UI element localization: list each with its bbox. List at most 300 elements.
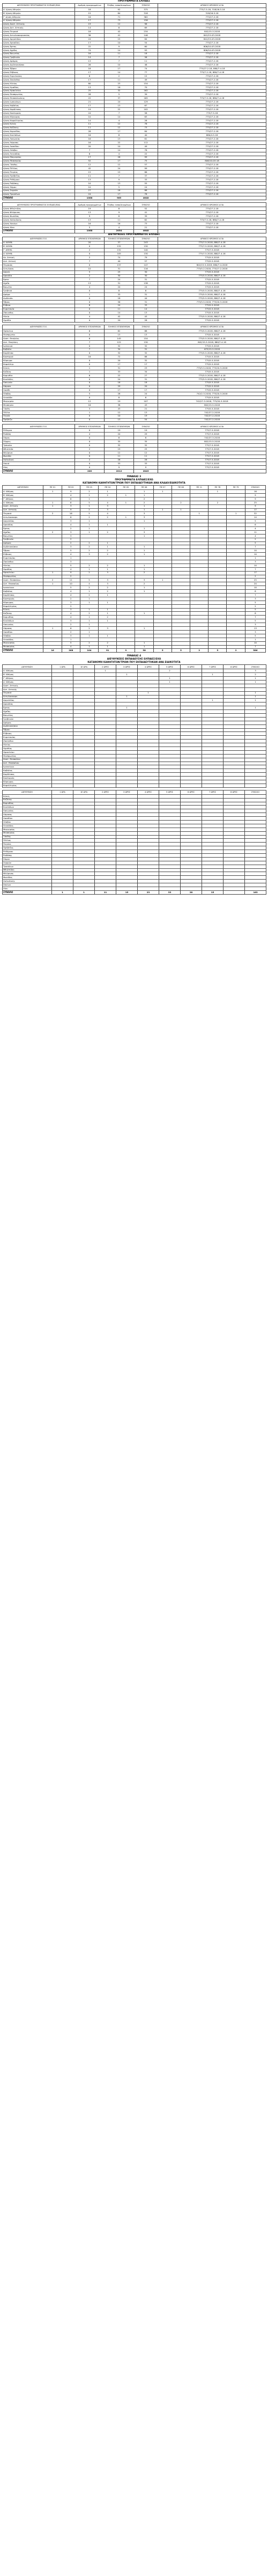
cell: 8 ΩΡΕΣ [224, 665, 245, 669]
cell [135, 597, 153, 601]
cell [95, 699, 116, 702]
cell: 24 [105, 278, 134, 282]
cell: 1 [117, 516, 135, 519]
cell [116, 839, 138, 843]
table-total-row [3, 890, 266, 894]
cell [153, 549, 172, 553]
cell: 14 [105, 115, 134, 119]
cell: 5 [80, 579, 98, 582]
cell [245, 850, 266, 854]
cell: 8 [245, 612, 265, 616]
cell: 7 [105, 56, 134, 60]
cell [202, 721, 224, 724]
cell [245, 740, 266, 743]
cell: 84 [134, 38, 158, 41]
cell: 4 [62, 616, 80, 619]
cell [202, 828, 224, 831]
row-label-cell: Δ/νση Αιτωλοακαρνανίας [3, 34, 75, 38]
cell [181, 821, 202, 824]
cell: 775/5-5-2018 [158, 270, 266, 274]
table-row [3, 82, 266, 85]
cell: 5 [62, 586, 80, 590]
cell [224, 740, 245, 743]
cell [159, 736, 181, 740]
table-row [3, 89, 266, 93]
cell: 15 [134, 75, 158, 78]
row-label-cell: Δ/νση Ανατ. Αττικής [3, 23, 75, 26]
cell [43, 545, 62, 549]
cell [52, 762, 73, 765]
row-label-cell: Κυκλάδων [3, 619, 43, 623]
table-row [3, 750, 266, 754]
row-label-cell: Κέρκυρα [3, 359, 75, 363]
cell: 11 [105, 308, 134, 311]
row-label-cell: Δ/νση Ηρακλείου [3, 89, 75, 93]
table-row [3, 433, 266, 436]
cell [159, 824, 181, 828]
cell [116, 769, 138, 773]
cell: 2 [80, 594, 98, 597]
cell: ΣΥΝΟΛΟ [134, 237, 158, 241]
cell [73, 710, 95, 714]
table-header-row [3, 665, 266, 669]
cell [190, 612, 209, 616]
cell: 10 [75, 115, 105, 119]
cell: 775/7-2-18, 880/7-4-18 [158, 71, 266, 75]
cell [181, 861, 202, 865]
row-label-cell: Λευκάδας [3, 824, 52, 828]
cell [159, 876, 181, 880]
cell [117, 512, 135, 516]
cell: 775/27-2-18 [158, 207, 266, 211]
cell [116, 713, 138, 717]
cell: ΠΕ 11 [190, 486, 209, 490]
cell: ΠΛΗΘΟΣ ΕΠΙΣΚΕΨΕΩΝ [105, 425, 134, 429]
cell [80, 638, 98, 641]
cell [202, 809, 224, 813]
row-label-cell: Άρτα [3, 278, 75, 282]
cell: 24 [75, 193, 105, 196]
table-row [3, 680, 266, 684]
cell: 775/7-5-2018 [158, 458, 266, 462]
cell [159, 835, 181, 839]
cell [153, 557, 172, 560]
cell [245, 794, 266, 798]
table-row [3, 462, 266, 466]
cell [52, 706, 73, 710]
cell [172, 641, 190, 645]
cell [190, 586, 209, 590]
cell: 775/27-2-18 [158, 89, 266, 93]
table-row [3, 567, 266, 571]
table-row [3, 534, 266, 538]
row-label-cell: Φθιώτιδας [3, 868, 52, 872]
cell: 14 [105, 48, 134, 52]
cell: 775/5-5-2018 [158, 256, 266, 260]
cell [117, 630, 135, 634]
row-label-cell: Εύβοιας [3, 732, 52, 736]
cell [202, 724, 224, 728]
cell: 775/27-2-18 [158, 189, 266, 193]
row-label-cell: Αχαΐα [3, 282, 75, 286]
cell: 0 [75, 451, 105, 455]
cell: 742/27-2-2018 [158, 411, 266, 414]
cell [159, 880, 181, 883]
cell: 5 [75, 270, 105, 274]
cell: 775/5-5-2018 [158, 278, 266, 282]
row-label-cell: Λάρισα [3, 385, 75, 389]
cell: 13 [75, 60, 105, 63]
cell: 775/5-5-2018, 880/7-4-18 [158, 274, 266, 278]
cell: 5 [209, 649, 227, 653]
cell: 33 [105, 370, 134, 374]
table-row [3, 673, 266, 677]
cell [209, 638, 227, 641]
cell: ΣΥΝΟΛΟ [245, 790, 266, 794]
cell [117, 582, 135, 586]
cell [116, 806, 138, 809]
cell: 11 [75, 174, 105, 178]
cell [209, 567, 227, 571]
row-label-cell: Μεσσηνίας [3, 831, 52, 835]
row-label-cell: Μεσσηνίας [3, 645, 43, 649]
cell [209, 538, 227, 541]
row-label-cell: Αργολ. [3, 270, 75, 274]
teachers-by-specialty-table [2, 485, 266, 653]
cell: 19 [105, 447, 134, 451]
row-label-cell: Καρδίτσας [3, 773, 52, 777]
cell: 0 [75, 333, 105, 337]
cell [227, 597, 245, 601]
cell [190, 557, 209, 560]
cell [202, 677, 224, 680]
cell: 1 [135, 612, 153, 616]
table-row [3, 541, 266, 545]
cell [209, 553, 227, 557]
cell [80, 538, 98, 541]
row-label-cell: Β' Αθήνας [3, 493, 43, 497]
cell: 10 [245, 553, 265, 557]
cell: 4 ΩΡΕΣ [138, 665, 159, 669]
cell [117, 541, 135, 545]
table-row [3, 455, 266, 458]
cell [138, 758, 159, 762]
cell: 16 [75, 15, 105, 19]
cell [116, 677, 138, 680]
table-row [3, 144, 266, 148]
cell [181, 854, 202, 858]
cell [245, 732, 266, 736]
cell: 775/27-2-18 [158, 82, 266, 85]
table-row [3, 267, 266, 270]
row-label-cell: Α' Αθήνας [3, 669, 52, 673]
cell [52, 765, 73, 769]
row-label-cell: Κορινθίας [3, 616, 43, 619]
cell: 1 [202, 699, 224, 702]
cell [43, 553, 62, 557]
cell [202, 865, 224, 868]
cell: 76 [134, 148, 158, 152]
cell: 268 [62, 649, 80, 653]
cell: 2 [99, 516, 117, 519]
cell: 6 ΩΡΕΣ [181, 665, 202, 669]
cell: 29 [105, 385, 134, 389]
table-row [3, 497, 266, 501]
table-row [3, 30, 266, 34]
cell [245, 747, 266, 750]
cell [138, 754, 159, 758]
row-label-cell: Πιερίας [3, 843, 52, 846]
cell: 33 [134, 462, 158, 466]
cell [52, 868, 73, 872]
cell: 2 [245, 604, 265, 608]
row-label-cell: ΣΥΝΟΛΟ [3, 196, 75, 200]
cell: 2 [80, 508, 98, 512]
cell [245, 702, 266, 706]
cell: 2 [80, 541, 98, 545]
cell: 1 [245, 706, 266, 710]
row-label-cell: Δ/νση Εύβοιας [3, 71, 75, 75]
cell [43, 641, 62, 645]
cell [190, 619, 209, 623]
cell [43, 623, 62, 627]
cell [116, 750, 138, 754]
table-row [3, 728, 266, 732]
cell [224, 728, 245, 732]
cell [52, 809, 73, 813]
cell [153, 586, 172, 590]
table-row [3, 108, 266, 112]
cell: 8 [105, 396, 134, 400]
cell [153, 504, 172, 508]
cell [159, 706, 181, 710]
cell: 74 [105, 256, 134, 260]
cell [116, 669, 138, 673]
cell: 8 [105, 436, 134, 440]
cell: 9 [245, 493, 265, 497]
cell [116, 861, 138, 865]
cell [116, 743, 138, 747]
cell [135, 608, 153, 612]
cell [181, 813, 202, 817]
cell: 4 [245, 527, 265, 531]
cell: 6 [75, 374, 105, 377]
table-row [3, 304, 266, 308]
cell [209, 493, 227, 497]
cell: 2 [99, 564, 117, 567]
cell [52, 887, 73, 891]
table-row [3, 868, 266, 872]
programs-table-continued [2, 202, 266, 233]
cell [181, 721, 202, 724]
table-row [3, 612, 266, 616]
row-label-cell: Σάμου [3, 857, 52, 861]
cell [117, 575, 135, 579]
cell: 16 [105, 85, 134, 89]
row-label-cell: Δ/νση Λάρισας [3, 141, 75, 145]
cell [190, 560, 209, 564]
row-label-cell: Δ/νση Σερρών [3, 189, 75, 193]
cell [202, 706, 224, 710]
cell: 3 [245, 560, 265, 564]
cell [190, 638, 209, 641]
cell [159, 813, 181, 817]
cell: 7 [105, 174, 134, 178]
cell [190, 501, 209, 504]
cell [227, 549, 245, 553]
cell [202, 687, 224, 691]
cell: 1 [135, 553, 153, 557]
cell: 52 [75, 159, 105, 163]
table-row [3, 865, 266, 868]
table-row [3, 355, 266, 359]
cell [227, 630, 245, 634]
table-row [3, 839, 266, 843]
table-row [3, 597, 266, 601]
cell: 11 [134, 60, 158, 63]
row-label-cell: Δ/νση Χίου [3, 225, 75, 229]
cell [209, 590, 227, 594]
cell: 18 [134, 52, 158, 56]
table-header-row [3, 425, 266, 429]
cell [209, 497, 227, 501]
programs-table [2, 3, 266, 200]
cell: 3 ΩΡΕΣ [116, 790, 138, 794]
cell: 5 [62, 549, 80, 553]
cell [224, 669, 245, 673]
cell: 775/5-5-2018 [158, 381, 266, 385]
cell [153, 534, 172, 538]
table-row [3, 687, 266, 691]
cell [181, 843, 202, 846]
cell [227, 490, 245, 494]
cell: 10 [245, 549, 265, 553]
cell [159, 713, 181, 717]
row-label-cell: Δράμας [3, 541, 43, 545]
cell [190, 641, 209, 645]
row-label-cell: Μεσσηνία [3, 403, 75, 407]
row-label-cell: ΣΥΝΟΛΟ [3, 470, 75, 473]
cell [80, 557, 98, 560]
cell [224, 769, 245, 773]
cell: 243 [134, 241, 158, 245]
cell [159, 794, 181, 798]
cell [52, 724, 73, 728]
table-row [3, 407, 266, 411]
cell: 1 [135, 564, 153, 567]
cell: 13 [75, 178, 105, 181]
cell [227, 616, 245, 619]
cell [43, 493, 62, 497]
cell [43, 534, 62, 538]
cell [116, 721, 138, 724]
cell: 4 [75, 286, 105, 289]
cell: 2 [62, 604, 80, 608]
cell: 25 [245, 579, 265, 582]
cell: 775/27-2-18 [158, 56, 266, 60]
row-label-cell: Χαλκιδική [3, 458, 75, 462]
cell [202, 798, 224, 802]
cell: 8 [75, 304, 105, 308]
cell: 28 [75, 130, 105, 134]
cell [209, 630, 227, 634]
cell [95, 680, 116, 684]
cell [181, 794, 202, 798]
cell: 15 [105, 38, 134, 41]
cell: 156 [134, 19, 158, 23]
row-label-cell: Δ/νση Πειραιά [3, 30, 75, 34]
cell [245, 876, 266, 880]
row-label-cell: Καβάλας [3, 769, 52, 773]
cell: 1 [73, 890, 95, 894]
cell [95, 828, 116, 831]
table-row [3, 218, 266, 222]
cell: 1 [99, 601, 117, 604]
cell [227, 564, 245, 567]
cell: 775/27-2-18 [158, 163, 266, 167]
cell [117, 545, 135, 549]
table-row [3, 222, 266, 225]
row-label-cell: Λάρισας [3, 813, 52, 817]
table-row [3, 359, 266, 363]
cell [245, 773, 266, 777]
table-row [3, 377, 266, 381]
cell: 11 [95, 890, 116, 894]
cell [202, 773, 224, 777]
row-label-cell: Λασιθίου [3, 817, 52, 821]
cell: 2 [62, 597, 80, 601]
table-row [3, 608, 266, 612]
cell: 842/15-3-2018 [158, 30, 266, 34]
cell: 14 [134, 308, 158, 311]
cell [95, 821, 116, 824]
cell: 775/5-5-2018, 880/7-4-18 [158, 289, 266, 293]
cell [95, 794, 116, 798]
cell: 775/5-5-2018 [158, 304, 266, 308]
row-label-cell: ΔΙΕΥΘΥΝΣΕΙΣ Π.Ε. [3, 325, 75, 330]
cell: 775/5-5-2018 [158, 311, 266, 315]
cell [138, 780, 159, 784]
cell [138, 740, 159, 743]
cell: 13 [134, 311, 158, 315]
row-label-cell: Α' ΑΘΗΝ. [3, 241, 75, 245]
cell: 2 [99, 616, 117, 619]
cell: 1 [135, 490, 153, 494]
cell: 2 [62, 575, 80, 579]
cell: ΑΡΙΘΜΟΣ ΕΠΙΣΚΕΨΕΩΝ [75, 237, 105, 241]
cell [135, 601, 153, 604]
cell: 1 [245, 691, 266, 695]
cell [95, 691, 116, 695]
cell [209, 523, 227, 527]
table-row [3, 880, 266, 883]
cell [135, 616, 153, 619]
row-label-cell: Δ/νση Ηλείας [3, 82, 75, 85]
cell [73, 747, 95, 750]
cell [138, 765, 159, 769]
row-label-cell: Δράμα [3, 293, 75, 297]
cell: 5 [153, 649, 172, 653]
cell: 9 [245, 504, 265, 508]
table-row [3, 148, 266, 152]
cell [95, 747, 116, 750]
cell [190, 504, 209, 508]
row-label-cell: Καστοριά [3, 355, 75, 359]
cell [117, 560, 135, 564]
cell: ΣΥΝΟΛΟ [245, 665, 266, 669]
cell: ΑΡΙΘΜΟΣ ΕΠΙΣΚΕΨΕΩΝ [75, 325, 105, 330]
cell [190, 541, 209, 545]
